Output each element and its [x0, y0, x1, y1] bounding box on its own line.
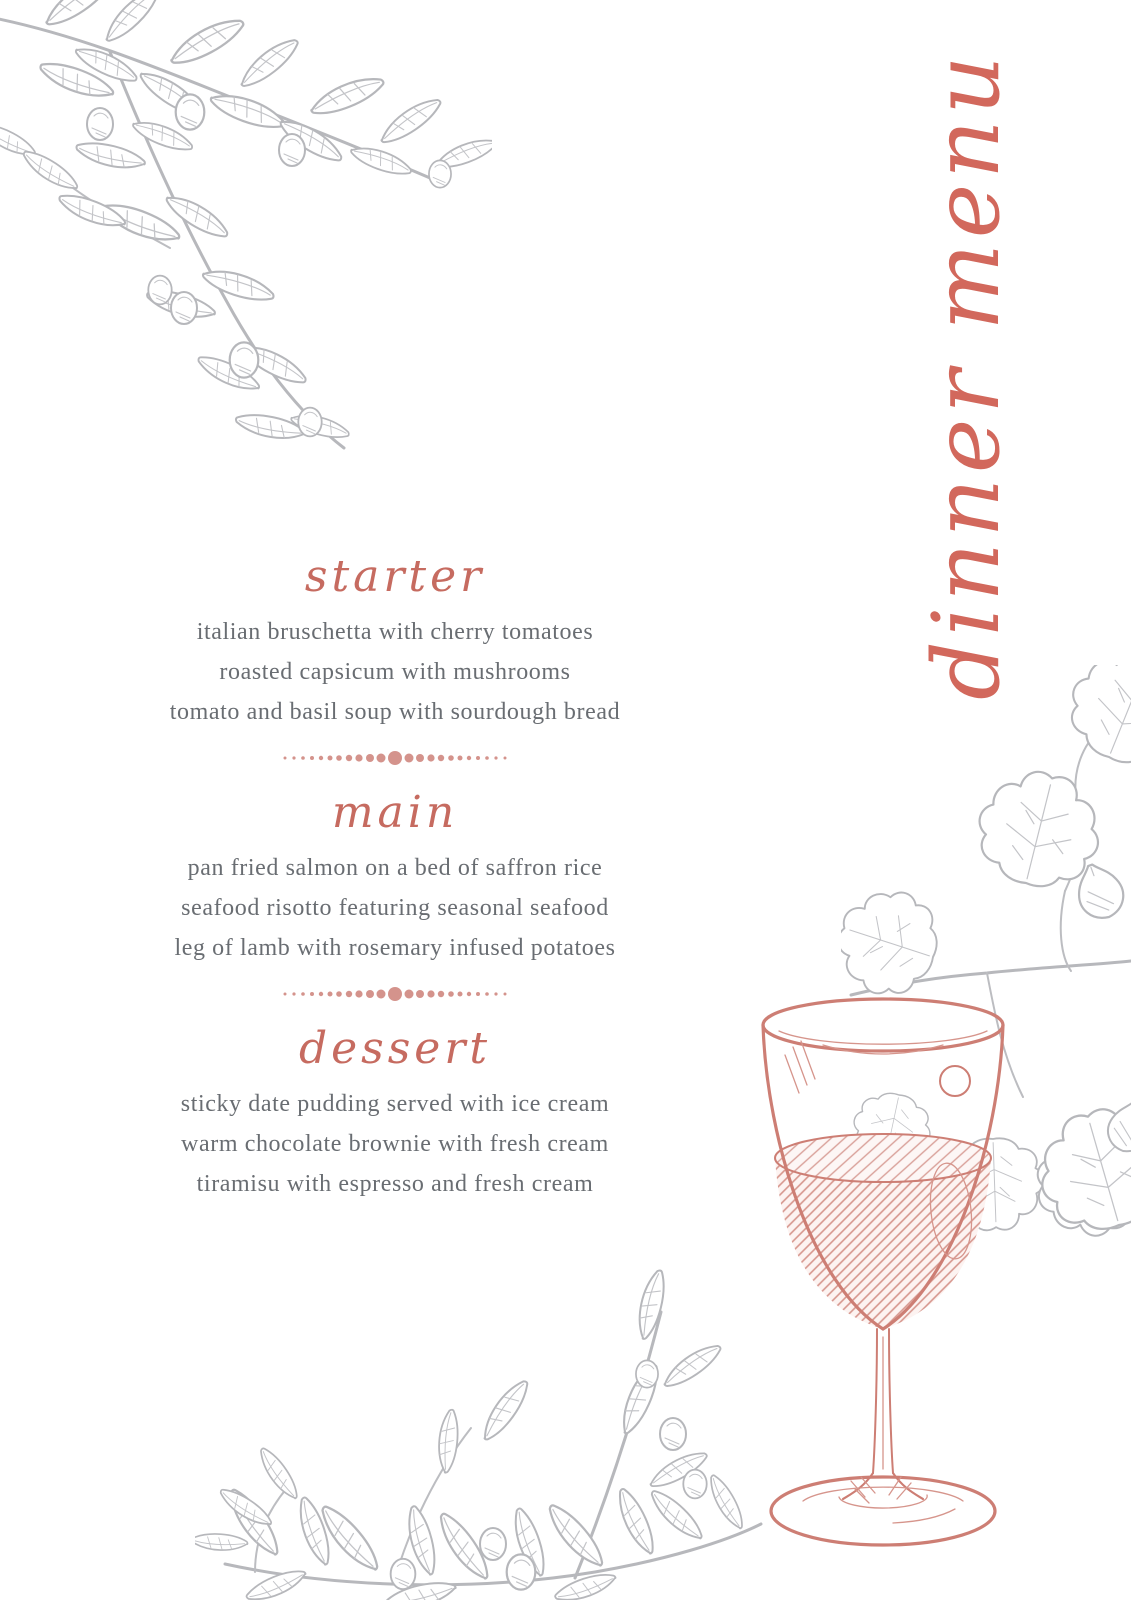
- starter-heading: starter: [304, 551, 486, 602]
- main-heading: main: [331, 787, 459, 838]
- section-starter: [10, 542, 780, 732]
- menu-item: seafood risotto featuring seasonal seafood: [181, 895, 609, 921]
- dessert-heading: dessert: [298, 1023, 492, 1074]
- section-dessert: [10, 1014, 780, 1204]
- menu-item: warm chocolate brownie with fresh cream: [181, 1131, 609, 1157]
- dot-divider: [280, 750, 510, 766]
- section-main: [10, 778, 780, 968]
- olive-branch-bottom-illustration: [195, 1242, 765, 1600]
- menu-item: sticky date pudding served with ice cream: [180, 1091, 610, 1117]
- menu-item: roasted capsicum with mushrooms: [219, 659, 571, 685]
- dot-divider: [280, 986, 510, 1002]
- menu-item: tiramisu with espresso and fresh cream: [196, 1171, 594, 1197]
- menu-column: [10, 542, 780, 1204]
- page-title: dinner menu: [913, 50, 1020, 700]
- olive-branch-top-left-illustration: [0, 0, 492, 492]
- menu-item: italian bruschetta with cherry tomatoes: [196, 619, 594, 645]
- menu-item: pan fried salmon on a bed of saffron rice: [187, 855, 603, 881]
- menu-item: tomato and basil soup with sourdough bread: [169, 699, 621, 725]
- menu-item: leg of lamb with rosemary infused potatoes: [174, 935, 616, 961]
